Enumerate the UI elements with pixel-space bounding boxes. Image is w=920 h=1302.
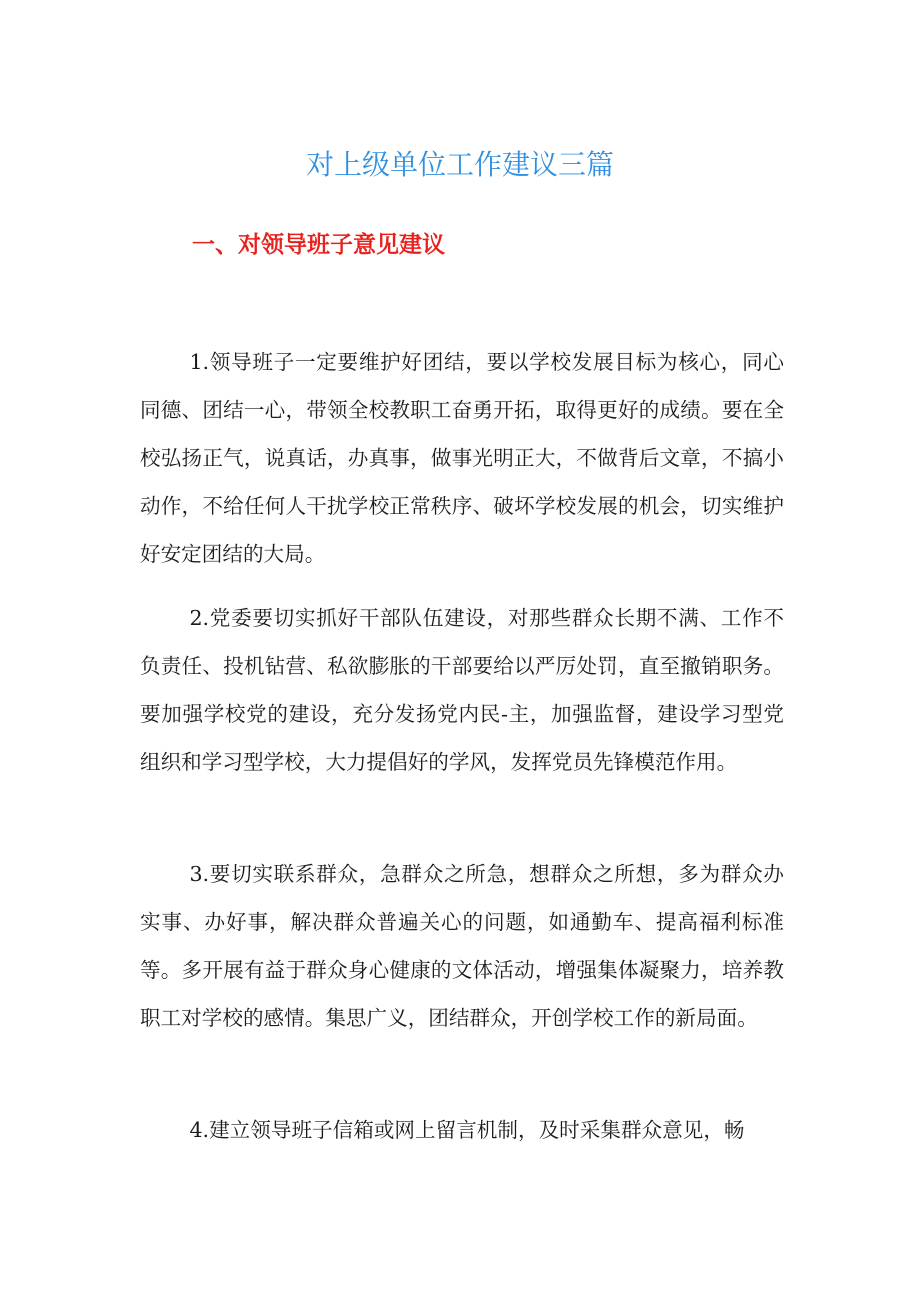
paragraph-3: 3.要切实联系群众，急群众之所急，想群众之所想，多为群众办实事、办好事，解决群众普遍关心的问题，如通勤车、提高福利标准等。多开展有益于群众身心健康的文体活动，增强集体凝聚力，培养教职工对学校的感情。集思广义，团结群众，开创学校工作的新局面。: [140, 862, 784, 1030]
paragraph-2: 2.党委要切实抓好干部队伍建设，对那些群众长期不满、工作不负责任、投机钻营、私欲膨胀的干部要给以严厉处罚，直至撤销职务。要加强学校党的建设，充分发扬党内民-主，加强监督，建设学习型党组织和学习型学校，大力提倡好的学风，发挥党员先锋模范作用。: [140, 606, 784, 774]
document-title: 对上级单位工作建议三篇: [305, 148, 614, 181]
paragraph-1: 1.领导班子一定要维护好团结，要以学校发展目标为核心，同心同德、团结一心，带领全校教职工奋勇开拓，取得更好的成绩。要在全校弘扬正气，说真话，办真事，做事光明正大，不做背后文章，不搞小动作，不给任何人干扰学校正常秩序、破坏学校发展的机会，切实维护好安定团结的大局。: [140, 350, 784, 566]
section-heading: 一、对领导班子意见建议: [192, 232, 445, 258]
paragraph-4: 4.建立领导班子信箱或网上留言机制，及时采集群众意见，畅: [189, 1118, 745, 1142]
